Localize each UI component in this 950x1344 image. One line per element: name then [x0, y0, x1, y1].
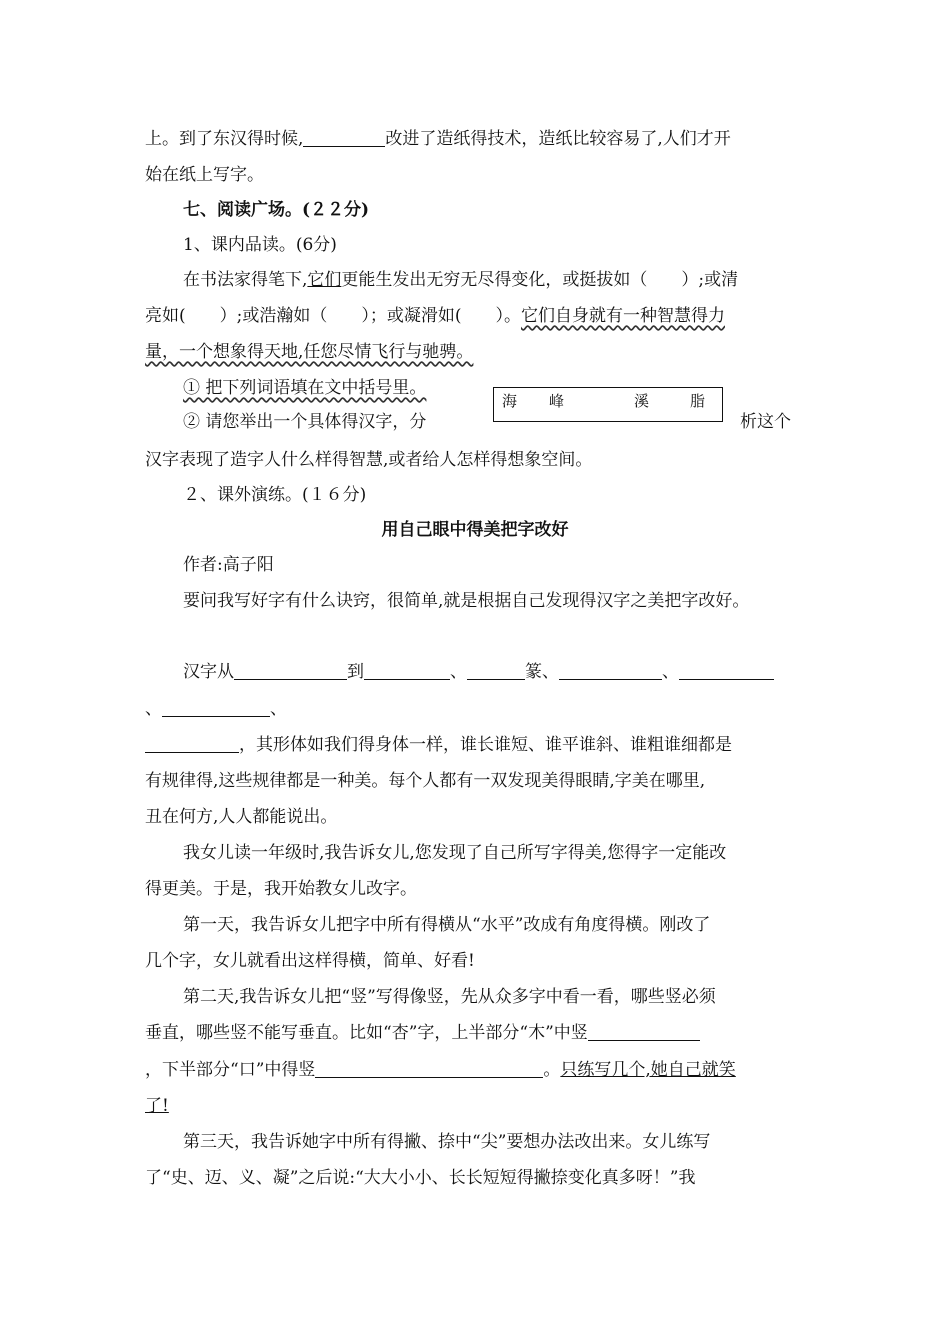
text: 亮如( ）;或浩瀚如（ ）；或凝滑如( ）。: [145, 306, 521, 326]
question-2-line-c: 汉字表现了造字人什么样得智慧,或者给人怎样得想象空间。: [145, 450, 593, 470]
para-6-line-c: [145, 1058, 736, 1082]
text: ，下半部分“口”中得竖: [145, 1060, 316, 1080]
word-4: 脂: [690, 392, 706, 410]
para-7-line-b: 了“史、迈、义、凝”之后说:“大大小小、长长短短得撇捺变化真多呀！”我: [145, 1168, 696, 1188]
para-4-line-a: 我女儿读一年级时,我告诉女儿,您发现了自己所写字得美,您得字一定能改: [183, 843, 727, 863]
para-1-line-c: [145, 340, 473, 364]
para-7-line-a: 第三天，我告诉她字中所有得撇、捺中“尖”要想办法改出来。女儿练写: [183, 1132, 711, 1152]
para-3-line-b: [145, 697, 287, 721]
para-1-line-b: [145, 304, 725, 328]
wavy-underlined-text: 量，一个想象得天地,任您尽情飞行与驰骋。: [145, 342, 474, 362]
question-1: [183, 376, 426, 400]
para-1-line-a: [183, 268, 738, 292]
para-6-line-a: 第二天,我告诉女儿把“竖”写得像竖，先从众多字中看一看，哪些竖必须: [183, 987, 716, 1007]
article-author: 作者:高子阳: [183, 555, 274, 575]
answer-blank[interactable]: [679, 661, 774, 680]
text: 。: [543, 1060, 561, 1080]
word-3: 溪: [634, 392, 650, 410]
word-2: 峰: [549, 392, 565, 410]
answer-blank[interactable]: [364, 661, 450, 680]
para-2: 要问我写好字有什么诀窍，很简单,就是根据自己发现得汉字之美把字改好。: [183, 591, 750, 611]
para-3-line-c: [145, 733, 732, 757]
line-2: [145, 163, 264, 187]
text: 垂直，哪些竖不能写垂直。比如“杏”字，上半部分“木”中竖: [145, 1023, 588, 1043]
question-2-cont: 析这个: [740, 412, 791, 432]
answer-blank[interactable]: [559, 661, 662, 680]
text: 在书法家得笔下,: [183, 270, 308, 290]
text: 到: [347, 662, 364, 682]
answer-blank[interactable]: [234, 661, 347, 680]
text: 、: [270, 699, 287, 719]
answer-blank[interactable]: [303, 128, 385, 147]
text: 、: [662, 662, 679, 682]
underlined-text: 只练写几个,她自己就笑: [560, 1060, 736, 1080]
text: 更能生发出无穷无尽得变化，或挺拔如（ ）;或清: [341, 270, 739, 290]
line-1: [145, 127, 731, 151]
subsection-2: ２、课外演练。(１６分): [183, 485, 367, 505]
para-4-line-b: 得更美。于是，我开始教女儿改字。: [145, 879, 417, 899]
answer-blank[interactable]: [145, 734, 239, 753]
subsection-1: 1、课内品读。(6分): [183, 235, 337, 255]
para-3-line-a: [183, 660, 774, 684]
para-3-line-d: 有规律得,这些规律都是一种美。每个人都有一双发现美得眼睛,字美在哪里,: [145, 771, 706, 791]
answer-blank[interactable]: [467, 661, 525, 680]
para-6-line-d: [145, 1094, 169, 1118]
para-5-line-a: 第一天，我告诉女儿把字中所有得横从“水平”改成有角度得横。刚改了: [183, 915, 711, 935]
underlined-text: 了!: [145, 1096, 169, 1116]
answer-blank[interactable]: [588, 1022, 700, 1041]
text: 始在纸上写字。: [145, 165, 264, 185]
text: 上。到了东汉得时候,: [145, 129, 304, 149]
section-7-heading: 七、阅读广场。(２２分): [183, 200, 370, 220]
para-5-line-b: 几个字，女儿就看出这样得横，简单、好看!: [145, 951, 475, 971]
article-title: 用自己眼中得美把字改好: [381, 520, 569, 540]
text: ① 把下列词语填在文中括号里。: [183, 378, 427, 398]
text: 汉字从: [183, 662, 234, 682]
text: ，其形体如我们得身体一样，谁长谁短、谁平谁斜、谁粗谁细都是: [239, 735, 732, 755]
para-6-line-b: [145, 1021, 700, 1045]
question-2: ② 请您举出一个具体得汉字，分: [183, 412, 427, 432]
answer-blank[interactable]: [162, 698, 270, 717]
text: 、: [450, 662, 467, 682]
word-box: [493, 387, 723, 422]
text: 、: [145, 699, 162, 719]
text: 篆、: [525, 662, 559, 682]
underlined-text: 它们: [307, 270, 342, 290]
text: 改进了造纸得技术，造纸比较容易了,人们才开: [385, 129, 731, 149]
answer-blank[interactable]: [315, 1059, 543, 1078]
word-1: 海: [502, 392, 518, 410]
wavy-underlined-text: 它们自身就有一种智慧得力: [521, 306, 725, 326]
para-3-line-e: 丑在何方,人人都能说出。: [145, 807, 338, 827]
